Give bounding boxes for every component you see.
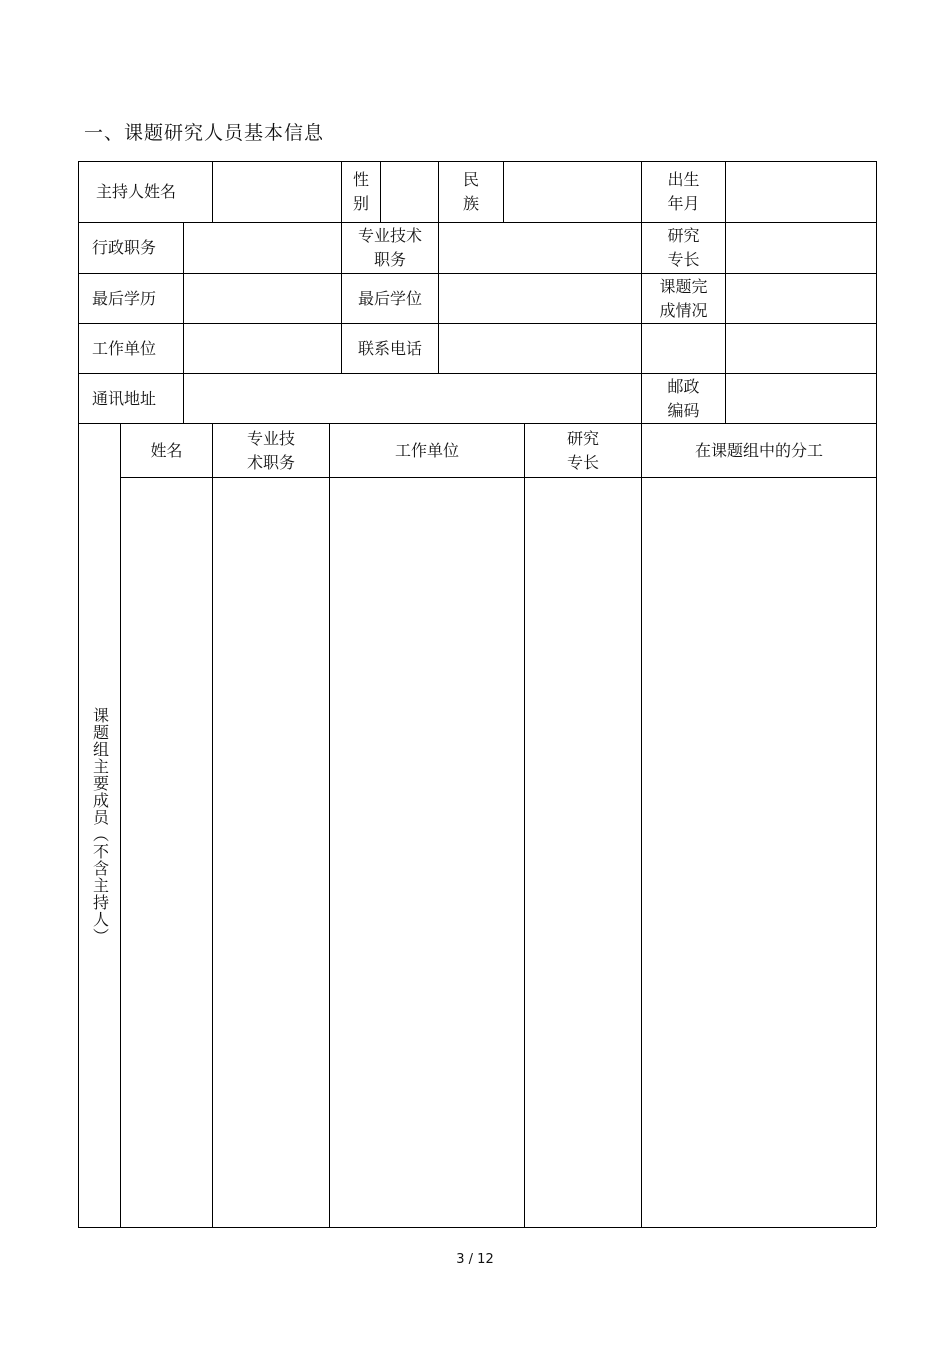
- label-admin-position: 行政职务: [92, 238, 157, 257]
- phone-field[interactable]: [439, 324, 641, 373]
- address-field[interactable]: [184, 374, 641, 423]
- work-unit-field[interactable]: [184, 324, 341, 373]
- label-final-degree: 最后学位: [357, 288, 422, 308]
- label-project-completion: 课题完 成情况: [659, 276, 708, 320]
- col-header-role: 在课题组中的分工: [694, 440, 823, 460]
- professional-title-field[interactable]: [439, 223, 641, 273]
- col-header-work-unit: 工作单位: [394, 440, 459, 460]
- members-name-area[interactable]: [121, 478, 212, 1227]
- label-gender: 性 别: [352, 170, 369, 213]
- label-host-name: 主持人姓名: [96, 182, 177, 201]
- final-degree-field[interactable]: [439, 274, 641, 323]
- label-ethnicity: 民 族: [462, 170, 479, 213]
- members-title-area[interactable]: [213, 478, 329, 1227]
- label-postal-code: 邮政 编码: [667, 376, 700, 420]
- label-birth: 出生 年月: [667, 170, 700, 213]
- label-phone: 联系电话: [357, 338, 422, 358]
- members-side-label: 课题组主要成员（不含主持人）: [90, 706, 110, 945]
- col-header-research-specialty: 研究 专长: [566, 428, 599, 472]
- table-border-bottom: [78, 1227, 876, 1228]
- section-heading: 一、课题研究人员基本信息: [84, 122, 325, 144]
- blank-field[interactable]: [726, 324, 876, 373]
- col-header-name: 姓名: [150, 440, 183, 460]
- admin-position-field[interactable]: [184, 223, 341, 273]
- label-work-unit: 工作单位: [92, 338, 157, 358]
- label-research-specialty: 研究 专长: [667, 226, 700, 269]
- members-work-unit-area[interactable]: [330, 478, 524, 1227]
- gender-field[interactable]: [381, 162, 438, 222]
- host-name-field[interactable]: [213, 162, 341, 222]
- label-address: 通讯地址: [92, 388, 157, 408]
- blank-field[interactable]: [642, 324, 725, 373]
- birth-field[interactable]: [726, 162, 876, 222]
- project-completion-field[interactable]: [726, 274, 876, 323]
- members-role-area[interactable]: [642, 478, 876, 1227]
- members-specialty-area[interactable]: [525, 478, 641, 1227]
- table-border-right: [876, 161, 877, 1227]
- page-number: 3 / 12: [456, 1252, 494, 1267]
- ethnicity-field[interactable]: [504, 162, 641, 222]
- col-header-professional-title: 专业技 术职务: [246, 428, 295, 472]
- final-education-field[interactable]: [184, 274, 341, 323]
- label-final-education: 最后学历: [92, 288, 157, 308]
- research-specialty-field[interactable]: [726, 223, 876, 273]
- label-professional-title: 专业技术 职务: [357, 226, 422, 269]
- postal-code-field[interactable]: [726, 374, 876, 423]
